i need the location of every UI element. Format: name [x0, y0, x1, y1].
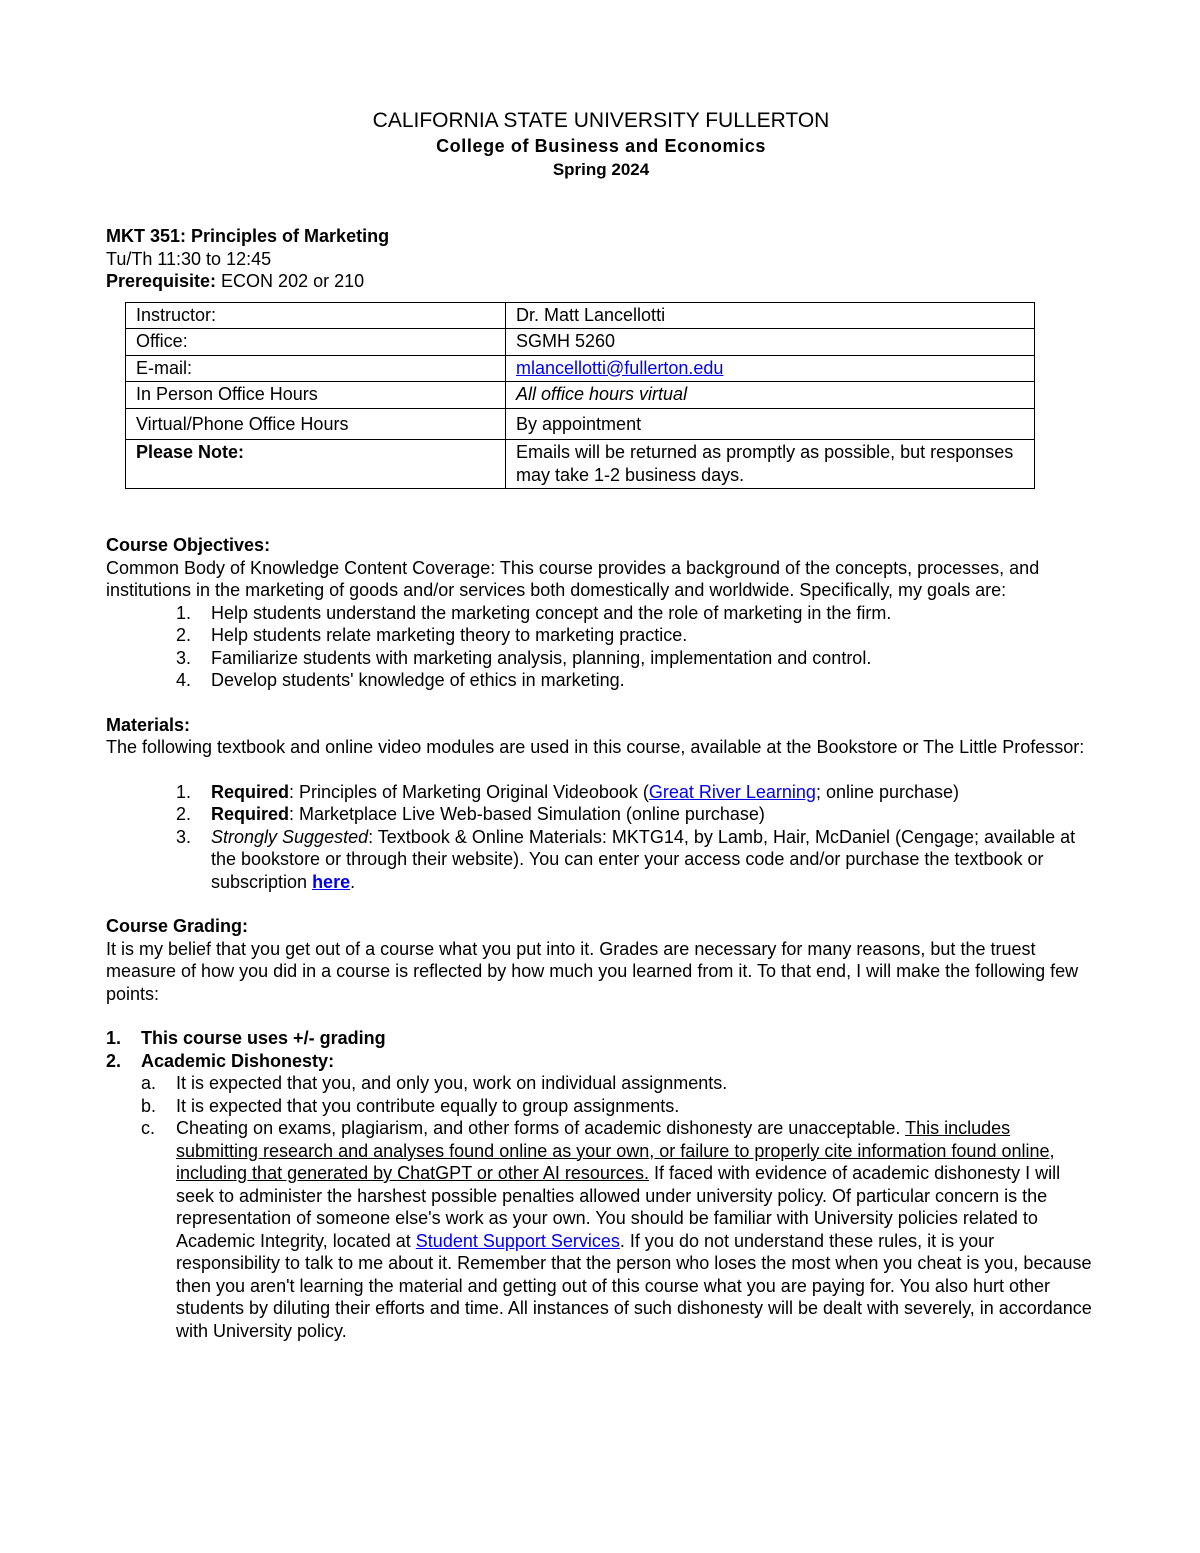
- instructor-label: Instructor:: [126, 302, 506, 329]
- table-row: [126, 382, 1035, 409]
- list-item: 2. Required: Marketplace Live Web-based Simulation (online purchase): [176, 804, 765, 824]
- objectives-heading: Course Objectives:: [106, 535, 271, 555]
- list-item: 1. Help students understand the marketing concept and the role of marketing in the firm.: [176, 602, 892, 623]
- list-item: 1. This course uses +/- grading: [106, 1028, 386, 1048]
- table-row: [126, 302, 1035, 329]
- inperson-hours-value: All office hours virtual: [506, 382, 1035, 409]
- objectives-list: [106, 602, 1096, 692]
- virtual-hours-value: By appointment: [506, 408, 1035, 440]
- prereq-label: Prerequisite:: [106, 271, 217, 291]
- textbook-purchase-link[interactable]: here: [312, 871, 351, 892]
- ai-policy-underlined: This includes submitting research and analyses found online as your own, or failure to properly cite information found online, including that generated by ChatGPT or other AI resources.: [176, 1118, 1055, 1183]
- academic-dishonesty-list: [106, 1072, 1096, 1342]
- note-label: Please Note:: [126, 440, 506, 489]
- course-title: MKT 351: Principles of Marketing: [106, 226, 390, 246]
- grading-points-list: [106, 1027, 1096, 1072]
- table-row: [126, 355, 1035, 382]
- list-item: 2. Help students relate marketing theory to marketing practice.: [176, 625, 688, 645]
- email-link[interactable]: mlancellotti@fullerton.edu: [516, 357, 724, 378]
- table-row: [126, 408, 1035, 440]
- course-schedule: Tu/Th 11:30 to 12:45: [106, 248, 272, 269]
- objectives-intro: Common Body of Knowledge Content Coverage: This course provides a background of the concepts, processes, and institutions in the marketing of goods and/or services both domestically and worldwide. Specifically, my goals are:: [106, 557, 1040, 600]
- email-label: E-mail:: [126, 355, 506, 382]
- grading-heading: Course Grading:: [106, 916, 249, 936]
- inperson-hours-label: In Person Office Hours: [126, 382, 506, 409]
- table-row: [126, 440, 1035, 489]
- syllabus-page: [106, 108, 1096, 1342]
- great-river-learning-link[interactable]: Great River Learning: [648, 781, 816, 802]
- note-value: Emails will be returned as promptly as possible, but responses may take 1-2 business days.: [506, 440, 1035, 489]
- grading-intro: It is my belief that you get out of a course what you put into it. Grades are necessary for many reasons, but the truest measure of how you did in a course is reflected by how much you learned from it. To that end, I will make the following few points:: [106, 938, 1079, 1004]
- email-cell: [506, 355, 1035, 382]
- college-name: College of Business and Economics: [436, 136, 766, 156]
- document-header: [106, 108, 1096, 182]
- prerequisite: [106, 270, 1096, 293]
- list-item: 3. Strongly Suggested: Textbook & Online Materials: MKTG14, by Lamb, Hair, McDaniel (Cengage; available at the bookstore or through their website). You can enter your access code and/or purchase the textbook or subscription here.: [176, 826, 1076, 892]
- list-item: 2. Academic Dishonesty:: [106, 1050, 335, 1071]
- instructor-info-table: [125, 302, 1035, 490]
- course-info: [106, 225, 1096, 293]
- list-item: 3. Familiarize students with marketing analysis, planning, implementation and control.: [176, 647, 872, 668]
- table-row: [126, 329, 1035, 356]
- student-support-services-link[interactable]: Student Support Services: [415, 1230, 620, 1251]
- list-item: 4. Develop students' knowledge of ethics in marketing.: [176, 670, 625, 690]
- office-value: SGMH 5260: [506, 329, 1035, 356]
- virtual-hours-label: Virtual/Phone Office Hours: [126, 408, 506, 440]
- materials-intro: The following textbook and online video modules are used in this course, available at the Bookstore or The Little Professor:: [106, 737, 1085, 757]
- prereq-value: ECON 202 or 210: [216, 271, 365, 291]
- course-objectives-section: [106, 534, 1096, 692]
- office-label: Office:: [126, 329, 506, 356]
- list-item: b. It is expected that you contribute equally to group assignments.: [141, 1095, 680, 1116]
- term: Spring 2024: [552, 160, 650, 179]
- list-item: 1. Required: Principles of Marketing Original Videobook (Great River Learning; online purchase): [176, 781, 960, 802]
- materials-list: [106, 781, 1096, 894]
- course-grading-section: [106, 915, 1096, 1342]
- list-item: a. It is expected that you, and only you, work on individual assignments.: [141, 1073, 728, 1093]
- list-item: c. Cheating on exams, plagiarism, and other forms of academic dishonesty are unacceptable. This includes submitting research and analyses found online as your own, or failure to properly cite information found online, including that generated by ChatGPT or other AI resources. If faced with evidence of academic dishonesty I will seek to administer the harshest possible penalties allowed under university policy. Of particular concern is the representation of someone else's work as your own. You should be familiar with University policies related to Academic Integrity, located at Student Support Services. If you do not understand these rules, it is your responsibility to talk to me about it. Remember that the person who loses the most when you cheat is you, because then you aren't learning the material and getting out of this course what you are paying for. You also hurt other students by diluting their efforts and time. All instances of such dishonesty will be dealt with severely, in accordance with University policy.: [141, 1118, 1092, 1341]
- university-name: CALIFORNIA STATE UNIVERSITY FULLERTON: [372, 109, 830, 132]
- materials-section: [106, 714, 1096, 894]
- materials-heading: Materials:: [106, 714, 191, 735]
- instructor-value: Dr. Matt Lancellotti: [506, 302, 1035, 329]
